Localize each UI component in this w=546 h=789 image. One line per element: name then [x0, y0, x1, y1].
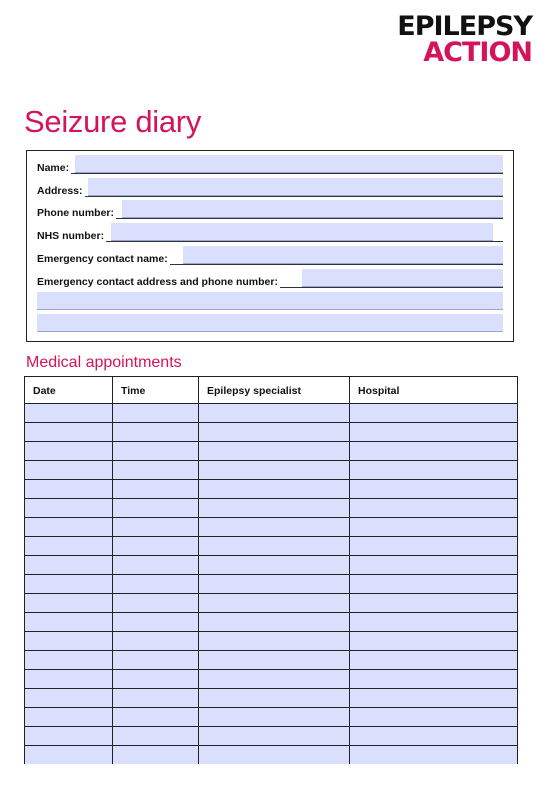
date-cell[interactable] — [25, 442, 113, 461]
time-cell[interactable] — [113, 537, 199, 556]
epilepsy-specialist-cell[interactable] — [199, 499, 350, 518]
date-cell[interactable] — [25, 746, 113, 765]
time-cell[interactable] — [113, 632, 199, 651]
date-cell[interactable] — [25, 423, 113, 442]
date-cell[interactable] — [25, 651, 113, 670]
time-cell[interactable] — [113, 708, 199, 727]
hospital-cell[interactable] — [350, 689, 518, 708]
name-label: Name: — [37, 162, 70, 174]
hospital-cell[interactable] — [350, 632, 518, 651]
hospital-cell[interactable] — [350, 556, 518, 575]
nhs-number-label: NHS number: — [37, 230, 105, 242]
date-cell[interactable] — [25, 537, 113, 556]
epilepsy-specialist-cell[interactable] — [199, 613, 350, 632]
epilepsy-specialist-cell[interactable] — [199, 727, 350, 746]
medical-appointments-heading: Medical appointments — [26, 354, 182, 371]
column-header-date: Date — [25, 377, 113, 404]
emergency-contact-address-field[interactable] — [302, 269, 503, 287]
time-cell[interactable] — [113, 461, 199, 480]
address-field[interactable] — [88, 178, 503, 196]
table-header-row — [25, 377, 518, 404]
table-row — [25, 499, 518, 518]
table-row — [25, 632, 518, 651]
personal-details-box — [26, 150, 514, 342]
phone-number-label: Phone number: — [37, 207, 115, 219]
logo-line-epilepsy: EPILEPSY — [397, 11, 532, 42]
extra-line-row — [37, 314, 503, 334]
date-cell[interactable] — [25, 499, 113, 518]
hospital-cell[interactable] — [350, 594, 518, 613]
epilepsy-specialist-cell[interactable] — [199, 575, 350, 594]
epilepsy-specialist-cell[interactable] — [199, 480, 350, 499]
hospital-cell[interactable] — [350, 651, 518, 670]
column-header-epilepsy-specialist: Epilepsy specialist — [199, 377, 350, 404]
epilepsy-action-logo — [362, 11, 532, 68]
time-cell[interactable] — [113, 423, 199, 442]
time-cell[interactable] — [113, 480, 199, 499]
emergency-contact-name-row — [37, 246, 503, 266]
date-cell[interactable] — [25, 708, 113, 727]
time-cell[interactable] — [113, 651, 199, 670]
hospital-cell[interactable] — [350, 404, 518, 423]
epilepsy-specialist-cell[interactable] — [199, 689, 350, 708]
underline — [37, 241, 503, 242]
address-label: Address: — [37, 185, 83, 197]
column-header-hospital: Hospital — [350, 377, 518, 404]
date-cell[interactable] — [25, 613, 113, 632]
epilepsy-specialist-cell[interactable] — [199, 518, 350, 537]
table-row — [25, 708, 518, 727]
date-cell[interactable] — [25, 480, 113, 499]
epilepsy-specialist-cell[interactable] — [199, 594, 350, 613]
table-row — [25, 442, 518, 461]
table-row — [25, 480, 518, 499]
emergency-contact-address-row — [37, 269, 503, 289]
time-cell[interactable] — [113, 518, 199, 537]
hospital-cell[interactable] — [350, 499, 518, 518]
table-row — [25, 575, 518, 594]
column-header-time: Time — [113, 377, 199, 404]
emergency-contact-name-label: Emergency contact name: — [37, 253, 168, 265]
date-cell[interactable] — [25, 556, 113, 575]
date-cell[interactable] — [25, 594, 113, 613]
table-row — [25, 423, 518, 442]
nhs-number-row — [37, 223, 503, 243]
hospital-cell[interactable] — [350, 670, 518, 689]
emergency-contact-address-label: Emergency contact address and phone number: — [37, 276, 278, 288]
time-cell[interactable] — [113, 442, 199, 461]
table-row — [25, 594, 518, 613]
date-cell[interactable] — [25, 404, 113, 423]
date-cell[interactable] — [25, 575, 113, 594]
time-cell[interactable] — [113, 746, 199, 765]
hospital-cell[interactable] — [350, 423, 518, 442]
hospital-cell[interactable] — [350, 708, 518, 727]
nhs-number-field[interactable] — [111, 223, 493, 241]
medical-appointments-table — [24, 376, 518, 764]
date-cell[interactable] — [25, 689, 113, 708]
hospital-cell[interactable] — [350, 442, 518, 461]
time-cell[interactable] — [113, 613, 199, 632]
date-cell[interactable] — [25, 632, 113, 651]
hospital-cell[interactable] — [350, 461, 518, 480]
epilepsy-specialist-cell[interactable] — [199, 461, 350, 480]
hospital-cell[interactable] — [350, 613, 518, 632]
time-cell[interactable] — [113, 594, 199, 613]
address-row — [37, 178, 503, 198]
epilepsy-specialist-cell[interactable] — [199, 708, 350, 727]
underline — [37, 173, 503, 174]
table-row — [25, 651, 518, 670]
date-cell[interactable] — [25, 518, 113, 537]
emergency-contact-address-line-2[interactable] — [37, 292, 503, 310]
date-cell[interactable] — [25, 727, 113, 746]
emergency-contact-address-line-3[interactable] — [37, 314, 503, 332]
table-row — [25, 613, 518, 632]
extra-line-row — [37, 292, 503, 312]
epilepsy-specialist-cell[interactable] — [199, 746, 350, 765]
date-cell[interactable] — [25, 461, 113, 480]
epilepsy-specialist-cell[interactable] — [199, 670, 350, 689]
table-row — [25, 461, 518, 480]
emergency-contact-name-field[interactable] — [183, 246, 503, 264]
underline — [37, 196, 503, 197]
time-cell[interactable] — [113, 499, 199, 518]
hospital-cell[interactable] — [350, 518, 518, 537]
name-field[interactable] — [75, 155, 503, 173]
time-cell[interactable] — [113, 670, 199, 689]
hospital-cell[interactable] — [350, 480, 518, 499]
page-title: Seizure diary — [24, 104, 202, 139]
table-row — [25, 689, 518, 708]
date-cell[interactable] — [25, 670, 113, 689]
table-row — [25, 727, 518, 746]
epilepsy-specialist-cell[interactable] — [199, 537, 350, 556]
time-cell[interactable] — [113, 575, 199, 594]
hospital-cell[interactable] — [350, 575, 518, 594]
table-row — [25, 670, 518, 689]
table-row — [25, 404, 518, 423]
epilepsy-specialist-cell[interactable] — [199, 556, 350, 575]
name-row — [37, 155, 503, 175]
epilepsy-specialist-cell[interactable] — [199, 442, 350, 461]
phone-number-field[interactable] — [122, 200, 503, 218]
phone-number-row — [37, 200, 503, 220]
time-cell[interactable] — [113, 404, 199, 423]
table-row — [25, 518, 518, 537]
epilepsy-specialist-cell[interactable] — [199, 423, 350, 442]
epilepsy-specialist-cell[interactable] — [199, 632, 350, 651]
table-row — [25, 746, 518, 765]
time-cell[interactable] — [113, 556, 199, 575]
epilepsy-specialist-cell[interactable] — [199, 651, 350, 670]
time-cell[interactable] — [113, 689, 199, 708]
hospital-cell[interactable] — [350, 727, 518, 746]
time-cell[interactable] — [113, 727, 199, 746]
hospital-cell[interactable] — [350, 537, 518, 556]
logo-line-action: ACTION — [423, 37, 532, 68]
epilepsy-specialist-cell[interactable] — [199, 404, 350, 423]
table-row — [25, 556, 518, 575]
hospital-cell[interactable] — [350, 746, 518, 765]
table-row — [25, 537, 518, 556]
